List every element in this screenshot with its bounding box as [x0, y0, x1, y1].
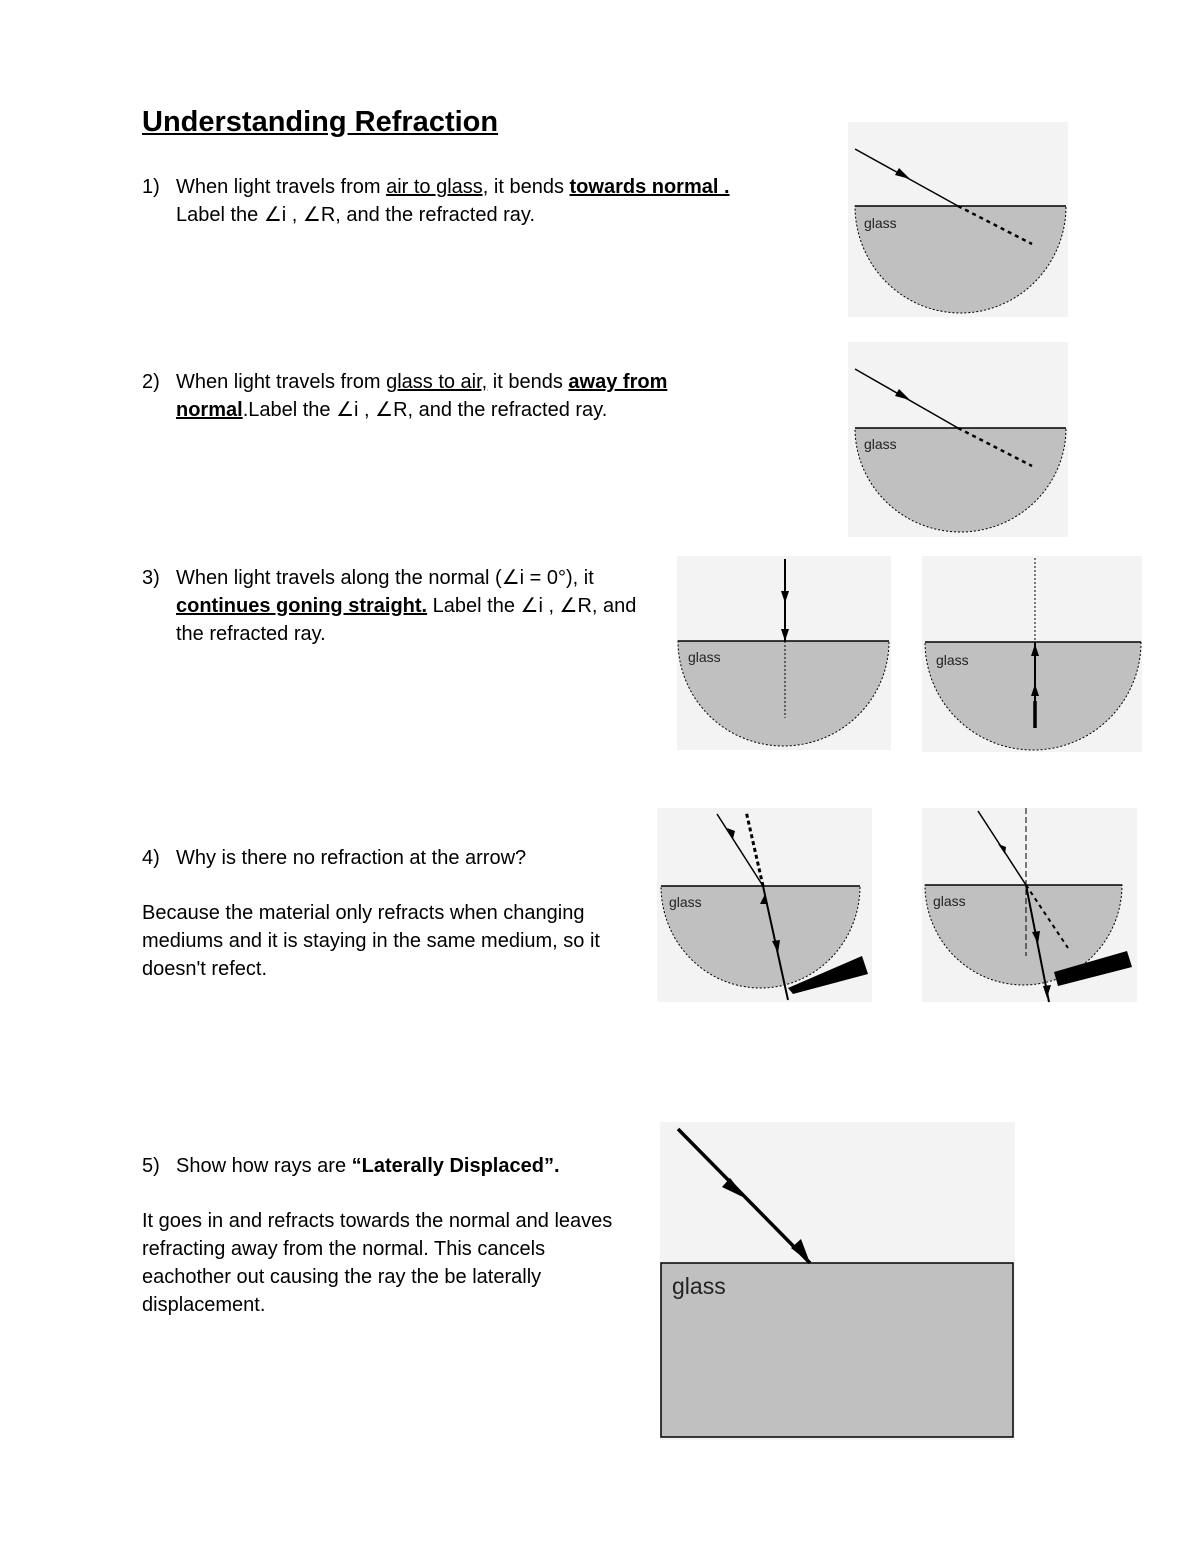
answer-emphasis: towards normal . [569, 176, 730, 198]
question-number: 2) [142, 371, 160, 393]
glass-label: glass [669, 894, 702, 910]
question-instruction: .Label the ∠i , ∠R, and the refracted ray. [242, 399, 608, 421]
question-text: Show how rays are [176, 1155, 352, 1177]
medium-transition: air to glass, [386, 176, 489, 198]
question-number: 1) [142, 176, 160, 198]
question-5 [142, 1152, 662, 1180]
glass-label: glass [933, 893, 966, 909]
question-number: 5) [142, 1155, 160, 1177]
question-text: it bends [488, 176, 570, 198]
glass-label: glass [688, 649, 721, 665]
question-instruction: Label the ∠i , ∠R, and the refracted ray. [176, 204, 536, 226]
figure-4a-no-refraction [657, 808, 872, 1002]
question-2 [142, 368, 782, 424]
answer-4: Because the material only refracts when changing mediums and it is staying in the same medium, so it doesn't refect. [142, 902, 600, 980]
glass-label: glass [864, 436, 897, 452]
question-text: Why is there no refraction at the arrow? [176, 847, 527, 869]
answer-5: It goes in and refracts towards the normal and leaves refracting away from the normal. This cancels eachother out causing the ray the be laterally displacement. [142, 1210, 613, 1316]
question-4 [142, 844, 662, 872]
question-text: When light travels from [176, 176, 387, 198]
glass-label: glass [672, 1273, 726, 1299]
question-1 [142, 173, 842, 229]
glass-label: glass [936, 652, 969, 668]
figure-2-glass-to-air [848, 342, 1068, 537]
answer-emphasis: continues goning straight. [176, 595, 428, 617]
question-number: 4) [142, 847, 160, 869]
answer-emphasis: “Laterally Displaced”. [351, 1155, 560, 1177]
figure-5-lateral-displacement [660, 1122, 1015, 1440]
question-instruction: Label the ∠i , ∠R, and the refracted ray. [176, 595, 637, 645]
question-text: When light travels along the normal (∠i = 0°), it [176, 567, 594, 589]
page-title: Understanding Refraction [142, 106, 499, 138]
medium-transition: glass to air, [386, 371, 488, 393]
figure-4b-no-refraction [922, 808, 1137, 1002]
answer-emphasis: away from normal [176, 371, 668, 421]
question-3 [142, 564, 662, 648]
figure-3b-along-normal [922, 556, 1142, 752]
question-text: it bends [487, 371, 569, 393]
question-number: 3) [142, 567, 160, 589]
figure-3a-along-normal [677, 556, 891, 750]
glass-label: glass [864, 215, 897, 231]
question-text: When light travels from [176, 371, 387, 393]
figure-1-air-to-glass [848, 122, 1068, 317]
